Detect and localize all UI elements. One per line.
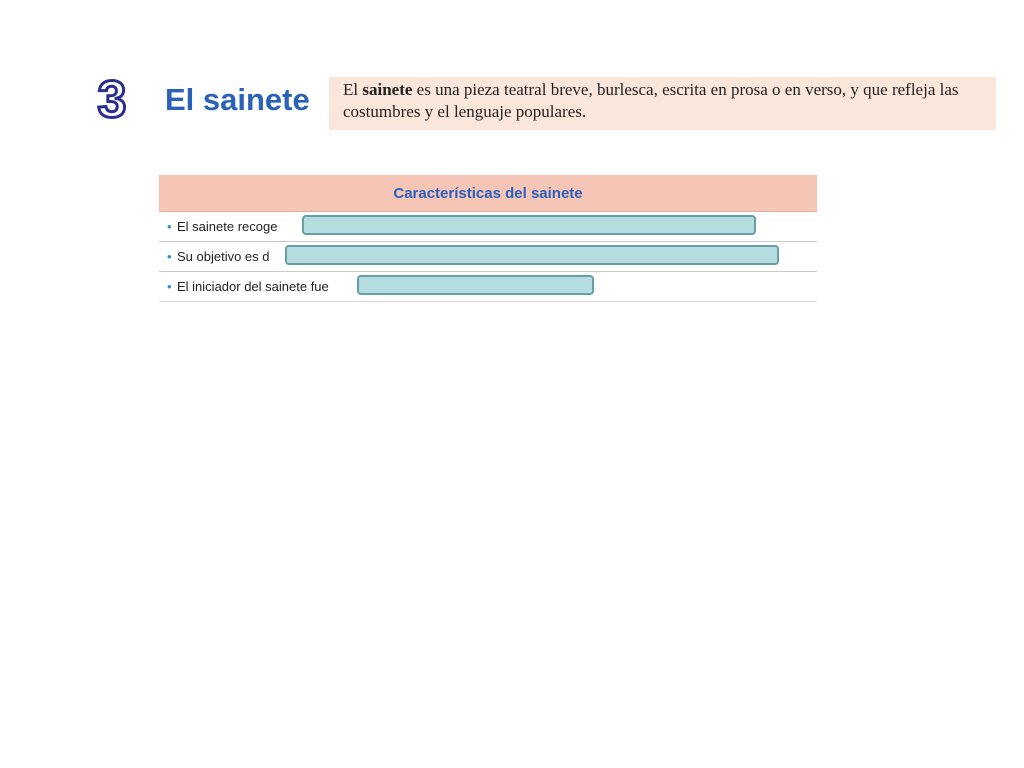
definition-term: sainete bbox=[362, 80, 413, 99]
table-header: Características del sainete bbox=[159, 175, 817, 212]
characteristics-table bbox=[159, 175, 817, 302]
table-row bbox=[159, 272, 817, 302]
row-prompt: Su objetivo es d bbox=[177, 249, 270, 264]
bullet-icon: • bbox=[167, 219, 172, 234]
bullet-icon: • bbox=[167, 249, 172, 264]
definition-lead: El bbox=[343, 80, 363, 99]
row-prompt: El iniciador del sainete fue bbox=[177, 279, 329, 294]
table-row bbox=[159, 242, 817, 272]
definition-box bbox=[329, 77, 996, 130]
bullet-icon: • bbox=[167, 279, 172, 294]
table-row bbox=[159, 212, 817, 242]
answer-field[interactable] bbox=[285, 245, 779, 265]
answer-field[interactable] bbox=[357, 275, 594, 295]
row-prompt: El sainete recoge bbox=[177, 219, 278, 234]
section-title: El sainete bbox=[165, 82, 310, 117]
section-number: 3 bbox=[97, 71, 127, 129]
answer-field[interactable] bbox=[302, 215, 756, 235]
definition-rest: es una pieza teatral breve, burlesca, escrita en prosa o en verso, y que refleja las costumbres y el lenguaje populares. bbox=[343, 80, 959, 121]
